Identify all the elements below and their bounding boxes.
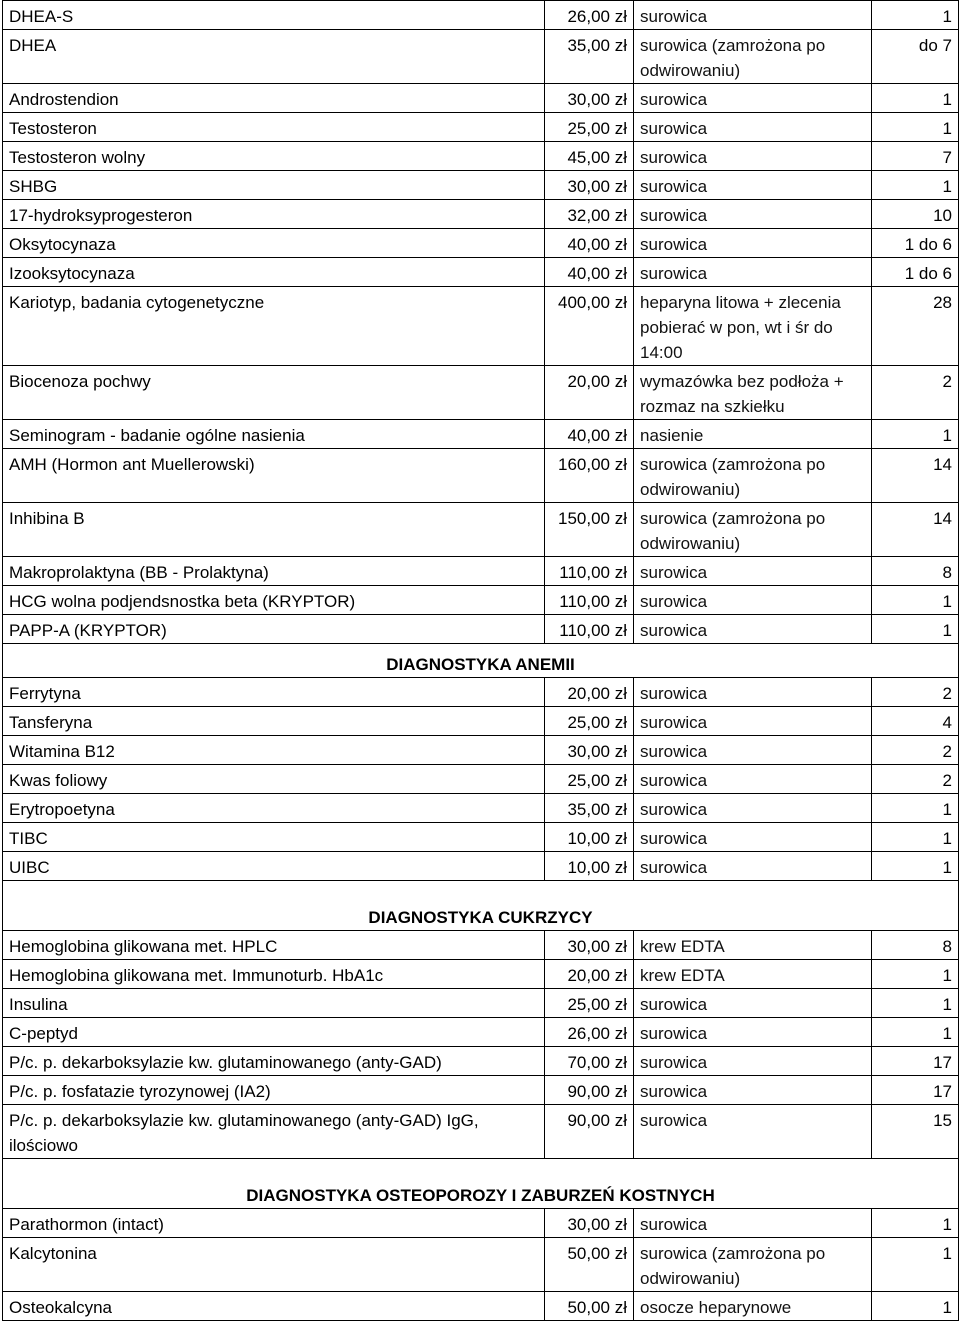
test-name: C-peptyd	[3, 1018, 545, 1047]
test-turnaround-days: 1	[872, 1018, 959, 1047]
test-turnaround-days: 17	[872, 1047, 959, 1076]
section-title: DIAGNOSTYKA OSTEOPOROZY I ZABURZEŃ KOSTNYCH	[3, 1159, 959, 1209]
test-name: Kariotyp, badania cytogenetyczne	[3, 287, 545, 366]
table-row	[3, 1076, 959, 1105]
test-name: Tansferyna	[3, 707, 545, 736]
test-turnaround-days: 1	[872, 615, 959, 644]
section-header-row	[3, 881, 959, 931]
test-price: 40,00 zł	[545, 229, 634, 258]
test-turnaround-days: 17	[872, 1076, 959, 1105]
table-row	[3, 30, 959, 84]
test-price: 30,00 zł	[545, 84, 634, 113]
test-turnaround-days: 1	[872, 586, 959, 615]
table-row	[3, 142, 959, 171]
test-material: surowica	[634, 678, 872, 707]
test-turnaround-days: 1	[872, 1238, 959, 1292]
section-header-row	[3, 644, 959, 678]
test-price: 400,00 zł	[545, 287, 634, 366]
test-name: Makroprolaktyna (BB - Prolaktyna)	[3, 557, 545, 586]
test-name: Oksytocynaza	[3, 229, 545, 258]
test-name: Erytropoetyna	[3, 794, 545, 823]
test-material: nasienie	[634, 420, 872, 449]
table-row	[3, 557, 959, 586]
table-row	[3, 113, 959, 142]
test-price: 50,00 zł	[545, 1238, 634, 1292]
test-material: surowica	[634, 229, 872, 258]
test-material: surowica	[634, 852, 872, 881]
test-turnaround-days: do 7	[872, 30, 959, 84]
test-material: osocze heparynowe	[634, 1292, 872, 1321]
test-price: 10,00 zł	[545, 823, 634, 852]
test-material: surowica (zamrożona po odwirowaniu)	[634, 30, 872, 84]
test-name: TIBC	[3, 823, 545, 852]
test-name: P/c. p. dekarboksylazie kw. glutaminowanego (anty-GAD)	[3, 1047, 545, 1076]
test-name: Androstendion	[3, 84, 545, 113]
table-row	[3, 852, 959, 881]
test-price: 25,00 zł	[545, 989, 634, 1018]
test-price: 10,00 zł	[545, 852, 634, 881]
test-turnaround-days: 2	[872, 765, 959, 794]
test-price: 150,00 zł	[545, 503, 634, 557]
test-name: Biocenoza pochwy	[3, 366, 545, 420]
test-turnaround-days: 10	[872, 200, 959, 229]
test-name: HCG wolna podjendsnostka beta (KRYPTOR)	[3, 586, 545, 615]
test-name: Hemoglobina glikowana met. HPLC	[3, 931, 545, 960]
test-name: P/c. p. dekarboksylazie kw. glutaminowanego (anty-GAD) IgG, ilościowo	[3, 1105, 545, 1159]
table-row	[3, 287, 959, 366]
test-material: surowica	[634, 707, 872, 736]
test-price: 25,00 zł	[545, 707, 634, 736]
table-row	[3, 1047, 959, 1076]
table-row	[3, 84, 959, 113]
test-name: DHEA	[3, 30, 545, 84]
test-name: PAPP-A (KRYPTOR)	[3, 615, 545, 644]
test-turnaround-days: 1	[872, 171, 959, 200]
test-name: Insulina	[3, 989, 545, 1018]
table-row	[3, 794, 959, 823]
table-row	[3, 420, 959, 449]
test-name: Hemoglobina glikowana met. Immunoturb. HbA1c	[3, 960, 545, 989]
test-turnaround-days: 15	[872, 1105, 959, 1159]
table-row	[3, 1, 959, 30]
test-material: surowica	[634, 586, 872, 615]
test-price: 30,00 zł	[545, 1209, 634, 1238]
test-name: 17-hydroksyprogesteron	[3, 200, 545, 229]
test-material: surowica	[634, 1209, 872, 1238]
test-turnaround-days: 1	[872, 113, 959, 142]
test-name: Kalcytonina	[3, 1238, 545, 1292]
section-title: DIAGNOSTYKA CUKRZYCY	[3, 881, 959, 931]
test-material: surowica	[634, 1105, 872, 1159]
test-name: Testosteron wolny	[3, 142, 545, 171]
test-turnaround-days: 1 do 6	[872, 258, 959, 287]
test-material: surowica	[634, 765, 872, 794]
test-price: 110,00 zł	[545, 557, 634, 586]
test-material: krew EDTA	[634, 931, 872, 960]
test-price: 30,00 zł	[545, 736, 634, 765]
test-turnaround-days: 1	[872, 1, 959, 30]
test-price: 35,00 zł	[545, 794, 634, 823]
test-name: Witamina B12	[3, 736, 545, 765]
table-row	[3, 449, 959, 503]
test-turnaround-days: 2	[872, 366, 959, 420]
test-material: surowica (zamrożona po odwirowaniu)	[634, 503, 872, 557]
test-price: 70,00 zł	[545, 1047, 634, 1076]
test-name: Testosteron	[3, 113, 545, 142]
table-row	[3, 258, 959, 287]
test-turnaround-days: 1	[872, 960, 959, 989]
test-price: 20,00 zł	[545, 960, 634, 989]
test-price: 50,00 zł	[545, 1292, 634, 1321]
test-turnaround-days: 1	[872, 1209, 959, 1238]
test-material: surowica	[634, 989, 872, 1018]
test-turnaround-days: 4	[872, 707, 959, 736]
test-price: 45,00 zł	[545, 142, 634, 171]
test-material: surowica	[634, 171, 872, 200]
test-price: 90,00 zł	[545, 1105, 634, 1159]
test-price: 110,00 zł	[545, 586, 634, 615]
table-row	[3, 503, 959, 557]
test-price: 26,00 zł	[545, 1, 634, 30]
test-material: surowica	[634, 557, 872, 586]
table-row	[3, 707, 959, 736]
section-title: DIAGNOSTYKA ANEMII	[3, 644, 959, 678]
test-turnaround-days: 1	[872, 989, 959, 1018]
test-material: surowica	[634, 258, 872, 287]
table-row	[3, 366, 959, 420]
test-price: 90,00 zł	[545, 1076, 634, 1105]
table-row	[3, 200, 959, 229]
test-material: surowica	[634, 1, 872, 30]
test-name: Ferrytyna	[3, 678, 545, 707]
table-row	[3, 1238, 959, 1292]
table-row	[3, 615, 959, 644]
test-name: UIBC	[3, 852, 545, 881]
test-material: wymazówka bez podłoża + rozmaz na szkiełku	[634, 366, 872, 420]
test-turnaround-days: 1	[872, 420, 959, 449]
test-price: 25,00 zł	[545, 765, 634, 794]
test-material: surowica	[634, 113, 872, 142]
test-material: surowica (zamrożona po odwirowaniu)	[634, 1238, 872, 1292]
test-price: 20,00 zł	[545, 366, 634, 420]
test-name: Kwas foliowy	[3, 765, 545, 794]
test-name: Seminogram - badanie ogólne nasienia	[3, 420, 545, 449]
table-row	[3, 1018, 959, 1047]
test-price: 32,00 zł	[545, 200, 634, 229]
test-turnaround-days: 8	[872, 931, 959, 960]
test-name: Izooksytocynaza	[3, 258, 545, 287]
table-row	[3, 765, 959, 794]
table-row	[3, 229, 959, 258]
table-row	[3, 586, 959, 615]
test-material: surowica	[634, 142, 872, 171]
test-turnaround-days: 14	[872, 449, 959, 503]
test-material: surowica	[634, 823, 872, 852]
test-material: surowica	[634, 200, 872, 229]
test-price: 30,00 zł	[545, 931, 634, 960]
test-turnaround-days: 1	[872, 852, 959, 881]
section-header-row	[3, 1159, 959, 1209]
table-row	[3, 171, 959, 200]
table-row	[3, 678, 959, 707]
test-turnaround-days: 1	[872, 84, 959, 113]
table-row	[3, 823, 959, 852]
price-list-table	[2, 0, 959, 1321]
test-name: Parathormon (intact)	[3, 1209, 545, 1238]
test-price: 20,00 zł	[545, 678, 634, 707]
test-price: 26,00 zł	[545, 1018, 634, 1047]
test-material: surowica	[634, 1076, 872, 1105]
test-material: surowica	[634, 615, 872, 644]
test-turnaround-days: 8	[872, 557, 959, 586]
table-row	[3, 1292, 959, 1321]
test-material: surowica	[634, 794, 872, 823]
table-row	[3, 736, 959, 765]
test-name: DHEA-S	[3, 1, 545, 30]
table-row	[3, 989, 959, 1018]
test-turnaround-days: 2	[872, 736, 959, 765]
test-turnaround-days: 28	[872, 287, 959, 366]
table-row	[3, 1209, 959, 1238]
test-price: 110,00 zł	[545, 615, 634, 644]
test-material: surowica	[634, 1018, 872, 1047]
test-turnaround-days: 1	[872, 794, 959, 823]
test-price: 160,00 zł	[545, 449, 634, 503]
test-price: 30,00 zł	[545, 171, 634, 200]
test-material: surowica	[634, 736, 872, 765]
test-name: Inhibina B	[3, 503, 545, 557]
table-row	[3, 1105, 959, 1159]
test-price: 25,00 zł	[545, 113, 634, 142]
test-material: heparyna litowa + zlecenia pobierać w pon, wt i śr do 14:00	[634, 287, 872, 366]
test-name: AMH (Hormon ant Muellerowski)	[3, 449, 545, 503]
table-row	[3, 960, 959, 989]
test-price: 40,00 zł	[545, 420, 634, 449]
test-turnaround-days: 1	[872, 823, 959, 852]
test-material: krew EDTA	[634, 960, 872, 989]
test-price: 35,00 zł	[545, 30, 634, 84]
table-row	[3, 931, 959, 960]
test-name: P/c. p. fosfatazie tyrozynowej (IA2)	[3, 1076, 545, 1105]
price-list-body	[3, 1, 959, 1321]
test-name: SHBG	[3, 171, 545, 200]
test-turnaround-days: 7	[872, 142, 959, 171]
test-turnaround-days: 1 do 6	[872, 229, 959, 258]
test-material: surowica	[634, 1047, 872, 1076]
test-turnaround-days: 2	[872, 678, 959, 707]
test-material: surowica (zamrożona po odwirowaniu)	[634, 449, 872, 503]
test-material: surowica	[634, 84, 872, 113]
test-name: Osteokalcyna	[3, 1292, 545, 1321]
test-turnaround-days: 14	[872, 503, 959, 557]
test-turnaround-days: 1	[872, 1292, 959, 1321]
test-price: 40,00 zł	[545, 258, 634, 287]
